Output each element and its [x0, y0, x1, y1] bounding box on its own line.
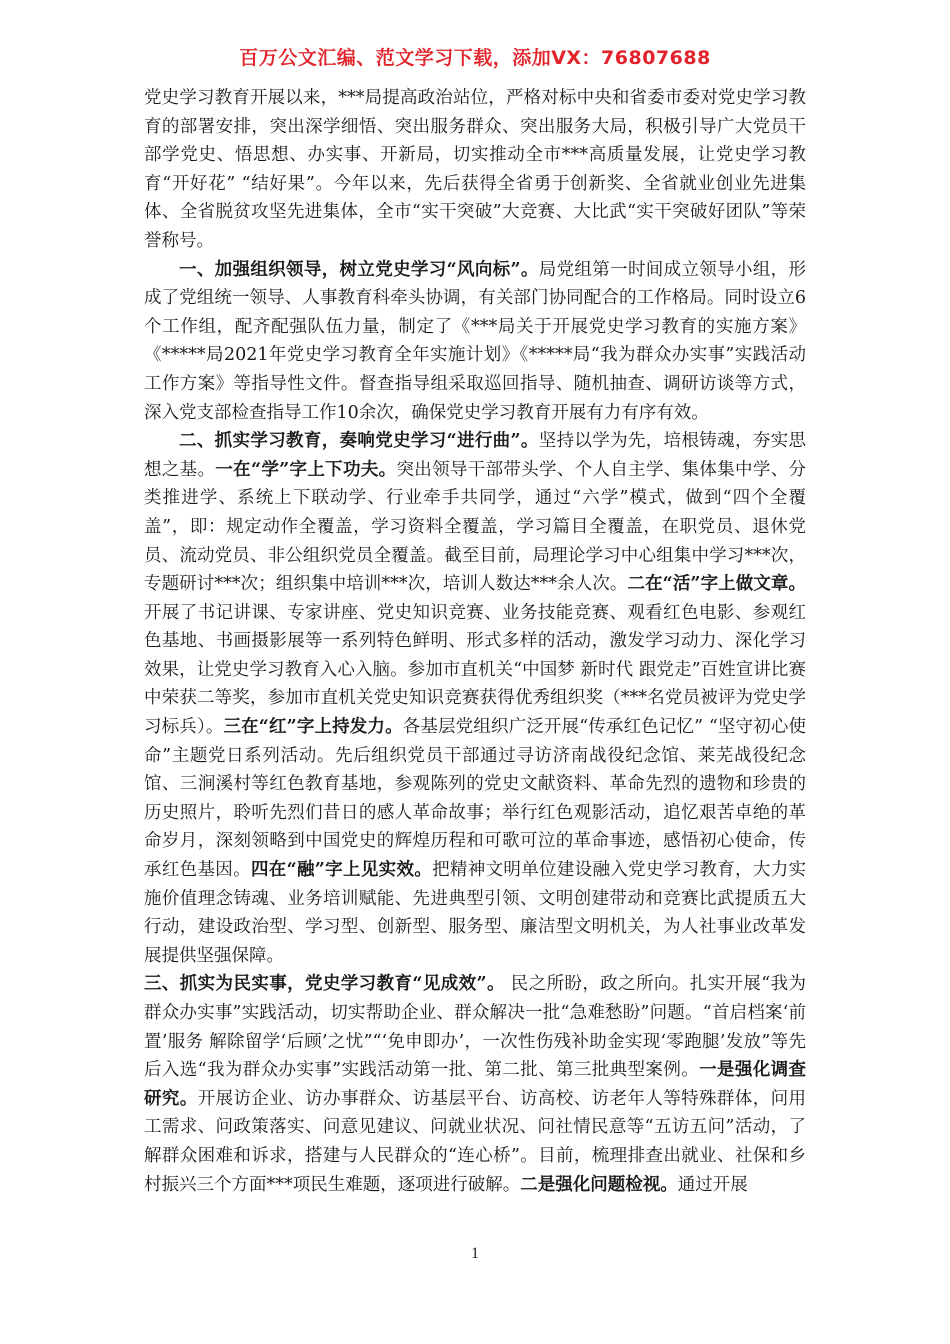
section-2-text-4: 各基层党组织广泛开展“传承红色记忆” “坚守初心使命”主题党日系列活动。先后组织党员干部通过寻访济南战役纪念馆、莱芜战役纪念馆、三涧溪村等红色教育基地，参观陈列的党史文献资料、革命先烈的遗物和珍贵的历史照片，聆听先烈们昔日的感人革命故事；举行红色观影活动，追忆艰苦卓绝的革命岁月，深刻领略到中国党史的辉煌历程和可歌可泣的革命事迹，感悟初心使命，传承红色基因。 [144, 717, 806, 881]
section-2-text-1: 坚持以学为先，培根铸魂，夯实思想之基。 [144, 431, 806, 480]
section-2-paragraph [144, 427, 806, 970]
intro-paragraph: 党史学习教育开展以来，***局提高政治站位，严格对标中央和省委市委对党史学习教育的部署安排，突出深学细悟、突出服务群众、突出服务大局，积极引导广大党员干部学党史、悟思想、办实事、开新局，切实推动全市***高质量发展，让党史学习教育“开好花” “结好果”。今年以来，先后获得全省勇于创新奖、全省就业创业先进集体、全省脱贫攻坚先进集体，全市“实干突破”大竞赛、大比武“实干突破好团队”等荣誉称号。 [144, 88, 806, 251]
section-3-text-3: 通过开展 [677, 1174, 748, 1195]
section-3-paragraph [144, 970, 806, 1199]
section-3-subheading-2: 二是强化问题检视。 [520, 1174, 678, 1195]
section-2-text-2: 突出领导干部带头学、个人自主学、集体集中学、分类推进学、系统上下联动学、行业牵手共同学，通过“六学”模式，做到“四个全覆盖”，即：规定动作全覆盖，学习资料全覆盖，学习篇目全覆盖，在职党员、退休党员、流动党员、非公组织党员全覆盖。截至目前，局理论学习中心组集中学习***次，专题研讨***次；组织集中培训***次，培训人数达***余人次。 [144, 459, 807, 595]
section-1-heading: 一、加强组织领导，树立党史学习“风向标”。 [179, 259, 539, 280]
document-body [144, 84, 806, 1199]
section-2-text-5: 把精神文明单位建设融入党史学习教育，大力实施价值理念铸魂、业务培训赋能、先进典型引领、文明创建带动和竞赛比武提质五大行动，建设政治型、学习型、创新型、服务型、廉洁型文明机关，为人社事业改革发展提供坚强保障。 [144, 860, 807, 966]
section-2-subheading-1: 一在“学”字上下功夫。 [215, 459, 397, 480]
section-2-heading: 二、抓实学习教育，奏响党史学习“进行曲”。 [179, 431, 539, 452]
section-2-text-3: 开展了书记讲课、专家讲座、党史知识竞赛、业务技能竞赛、观看红色电影、参观红色基地、书画摄影展等一系列特色鲜明、形式多样的活动，激发学习动力、深化学习效果，让党史学习教育入心入脑。参加市直机关“中国梦 新时代 跟党走”百姓宣讲比赛中荣获二等奖，参加市直机关党史知识竞赛获得优秀组织奖（***名党员被评为党史学习标兵）。 [144, 602, 806, 738]
section-1-body: 局党组第一时间成立领导小组，形成了党组统一领导、人事教育科牵头协调，有关部门协同配合的工作格局。同时设立6个工作组，配齐配强队伍力量，制定了《***局关于开展党史学习教育的实施方案》《*****局2021年党史学习教育全年实施计划》《*****局“我为群众办实事”实践活动工作方案》等指导性文件。督查指导组采取巡回指导、随机抽查、调研访谈等方式，深入党支部检查指导工作10余次，确保党史学习教育开展有力有序有效。 [144, 259, 806, 423]
page-number: 1 [471, 1245, 479, 1262]
section-3-text-2: 开展访企业、访办事群众、访基层平台、访高校、访老年人等特殊群体，问用工需求、问政策落实、问意见建议、问就业状况、问社情民意等“五访五问”活动，了解群众困难和诉求，搭建与人民群众的“连心桥”。目前，梳理排查出就业、社保和乡村振兴三个方面***项民生难题，逐项进行破解。 [144, 1088, 807, 1195]
section-2-subheading-3: 三在“红”字上持发力。 [223, 717, 403, 738]
section-2-subheading-2: 二在“活”字上做文章。 [627, 574, 806, 595]
section-1-paragraph [144, 256, 806, 428]
section-2-subheading-4: 四在“融”字上见实效。 [250, 860, 433, 881]
header-banner: 百万公文汇编、范文学习下载，添加VX：76807688 [239, 47, 711, 69]
section-3-text-1: 民之所盼，政之所向。扎实开展“我为群众办实事”实践活动，切实帮助企业、群众解决一批“急难愁盼”问题。“首启档案‘前置’服务 解除留学‘后顾’之忧”“‘免申即办’，一次性伤残补助金实现‘零跑腿’发放”等先后入选“我为群众办实事”实践活动第一批、第二批、第三批典型案例。 [144, 974, 806, 1081]
section-3-subheading-1: 一是强化调查研究。 [144, 1060, 806, 1109]
section-3-heading: 三、抓实为民实事，党史学习教育“见成效”。 [144, 974, 505, 995]
